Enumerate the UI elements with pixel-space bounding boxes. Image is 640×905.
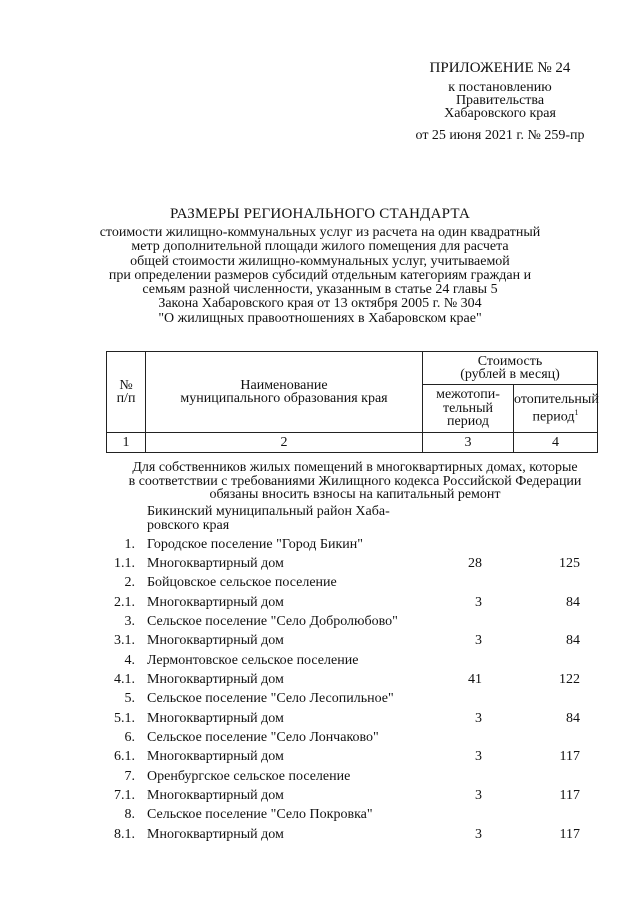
appendix-line-2: Правительства <box>455 93 545 108</box>
row-name: Сельское поселение "Село Лончаково" <box>147 730 379 745</box>
row-number: 2. <box>124 575 135 590</box>
row-number: 7. <box>124 769 135 784</box>
table-row <box>0 786 640 806</box>
appendix-number: ПРИЛОЖЕНИЕ № 24 <box>429 60 571 76</box>
row-value-inter: 3 <box>475 633 482 648</box>
row-number: 8.1. <box>114 827 135 842</box>
row-number: 6. <box>124 730 135 745</box>
district-line: Бикинский муниципальный район Хаба- <box>147 504 390 519</box>
appendix-line-1: к постановлению <box>448 80 552 95</box>
header-heat-line: отопительный <box>514 391 599 407</box>
table-row <box>0 554 640 574</box>
row-value-inter: 28 <box>468 556 482 571</box>
row-value-heat: 84 <box>566 633 580 648</box>
appendix-line-4: от 25 июня 2021 г. № 259-пр <box>415 128 585 143</box>
header-heat-line <box>514 406 597 424</box>
row-number: 6.1. <box>114 749 135 764</box>
table-row <box>0 651 640 671</box>
row-value-inter: 3 <box>475 595 482 610</box>
row-name: Многоквартирный дом <box>147 595 284 610</box>
header-inter-line: тельный <box>442 400 494 416</box>
appendix-block <box>400 60 600 142</box>
row-value-heat: 122 <box>559 672 580 687</box>
subtitle-line: "О жилищных правоотношениях в Хабаровском крае" <box>158 310 482 326</box>
section-caption <box>110 461 600 502</box>
row-value-inter: 3 <box>475 827 482 842</box>
row-name: Оренбургское сельское поселение <box>147 769 351 784</box>
header-cost-line: (рублей в месяц) <box>460 367 560 382</box>
header-inter-line: межотопи- <box>436 387 500 403</box>
table-row <box>0 747 640 767</box>
table-row <box>0 805 640 825</box>
row-number: 7.1. <box>114 788 135 803</box>
row-value-inter: 3 <box>475 711 482 726</box>
row-name: Многоквартирный дом <box>147 711 284 726</box>
subtitle-line: Закона Хабаровского края от 13 октября 2005 г. № 304 <box>158 296 482 312</box>
header-col-inter-heating <box>423 385 514 433</box>
row-name: Сельское поселение "Село Лесопильное" <box>147 691 394 706</box>
row-name: Многоквартирный дом <box>147 633 284 648</box>
table-row <box>0 709 640 729</box>
row-name: Лермонтовское сельское поселение <box>147 653 359 668</box>
subtitle-line: семьям разной численности, указанным в статье 24 главы 5 <box>142 282 498 298</box>
subtitle-line: общей стоимости жилищно-коммунальных услуг, учитываемой <box>130 253 510 269</box>
header-cost-line: Стоимость <box>477 353 543 369</box>
row-number: 2.1. <box>114 595 135 610</box>
header-name-line: муниципального образования края <box>180 391 388 406</box>
header-col-name <box>146 352 423 433</box>
row-name: Сельское поселение "Село Покровка" <box>147 807 373 822</box>
row-value-inter: 3 <box>475 788 482 803</box>
row-number: 1. <box>124 537 135 552</box>
row-number: 5.1. <box>114 711 135 726</box>
row-value-inter: 3 <box>475 749 482 764</box>
header-heat-word: период <box>532 409 575 425</box>
header-col-heating <box>514 385 598 433</box>
header-col-number <box>107 352 146 433</box>
row-name: Бойцовское сельское поселение <box>147 575 337 590</box>
table-row <box>0 670 640 690</box>
subtitle-line: стоимости жилищно-коммунальных услуг из расчета на один квадратный <box>99 225 541 240</box>
row-value-heat: 117 <box>559 749 580 764</box>
row-number: 3. <box>124 614 135 629</box>
table-row <box>0 689 640 709</box>
table-row <box>0 612 640 632</box>
subtitle-line: метр дополнительной площади жилого помещения для расчета <box>131 239 509 255</box>
table-row <box>0 767 640 787</box>
district-line: ровского края <box>147 517 230 533</box>
row-number: 8. <box>124 807 135 822</box>
row-value-heat: 117 <box>559 788 580 803</box>
header-name-line: Наименование <box>240 377 328 393</box>
table-row <box>0 825 640 845</box>
caption-line: Для собственников жилых помещений в многоквартирных домах, которые <box>132 460 578 475</box>
row-name: Многоквартирный дом <box>147 556 284 571</box>
row-name: Многоквартирный дом <box>147 827 284 842</box>
row-number: 5. <box>124 691 135 706</box>
row-number: 4. <box>124 653 135 668</box>
row-value-heat: 84 <box>566 711 580 726</box>
column-number-1: 1 <box>107 433 146 453</box>
row-value-heat: 125 <box>559 556 580 571</box>
row-number: 4.1. <box>114 672 135 687</box>
header-no-line: п/п <box>116 391 136 406</box>
row-number: 1.1. <box>114 556 135 571</box>
district-heading <box>147 505 447 532</box>
column-number-4: 4 <box>514 433 598 453</box>
document-subtitle <box>90 226 550 326</box>
table-row <box>0 728 640 748</box>
header-inter-line: период <box>447 414 489 430</box>
row-name: Многоквартирный дом <box>147 788 284 803</box>
table-row <box>0 535 640 555</box>
caption-line: обязаны вносить взносы на капитальный ремонт <box>209 487 501 502</box>
row-name: Многоквартирный дом <box>147 672 284 687</box>
row-value-heat: 84 <box>566 595 580 610</box>
table-header <box>106 351 598 453</box>
footnote-mark: 1 <box>574 408 579 418</box>
row-name: Городское поселение "Город Бикин" <box>147 537 363 552</box>
header-col-cost <box>423 352 598 385</box>
column-number-2: 2 <box>146 433 423 453</box>
row-value-heat: 117 <box>559 827 580 842</box>
table-row <box>0 573 640 593</box>
table-row <box>0 593 640 613</box>
subtitle-line: при определении размеров субсидий отдельным категориям граждан и <box>108 267 532 283</box>
column-number-3: 3 <box>423 433 514 453</box>
row-name: Многоквартирный дом <box>147 749 284 764</box>
header-no-line: № <box>119 377 133 393</box>
document-title: РАЗМЕРЫ РЕГИОНАЛЬНОГО СТАНДАРТА <box>169 206 471 222</box>
row-number: 3.1. <box>114 633 135 648</box>
caption-line: в соответствии с требованиями Жилищного кодекса Российской Федерации <box>128 473 582 489</box>
table-row <box>0 631 640 651</box>
row-name: Сельское поселение "Село Добролюбово" <box>147 614 398 629</box>
row-value-inter: 41 <box>468 672 482 687</box>
appendix-line-3: Хабаровского края <box>444 106 556 121</box>
